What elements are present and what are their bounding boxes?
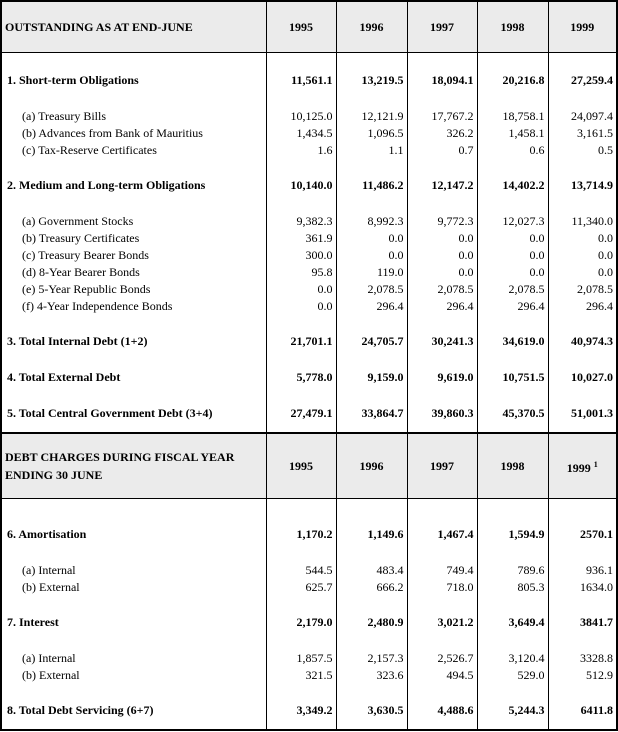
empty-cell [477, 314, 548, 332]
value-cell: 2,480.9 [336, 613, 407, 631]
total-row [1, 525, 617, 543]
value-cell: 323.6 [336, 666, 407, 683]
spacer-row [1, 53, 617, 72]
row-label: 3. Total Internal Debt (1+2) [1, 332, 266, 350]
empty-cell [477, 543, 548, 561]
value-cell: 18,094.1 [407, 71, 477, 89]
value-cell: 9,619.0 [407, 368, 477, 386]
value-cell: 1,170.2 [266, 525, 336, 543]
value-cell: 14,402.2 [477, 176, 548, 194]
detail-row [1, 212, 617, 229]
value-cell: 300.0 [266, 246, 336, 263]
total-row [1, 404, 617, 422]
empty-cell [266, 89, 336, 107]
empty-cell [548, 89, 617, 107]
value-cell: 13,219.5 [336, 71, 407, 89]
value-cell: 3,120.4 [477, 649, 548, 666]
value-cell: 361.9 [266, 229, 336, 246]
empty-cell [548, 386, 617, 404]
empty-cell [407, 683, 477, 701]
empty-cell [477, 194, 548, 212]
value-cell: 95.8 [266, 263, 336, 280]
empty-cell [266, 683, 336, 701]
year-label: 1995 [289, 20, 313, 34]
empty-cell [336, 595, 407, 613]
value-cell: 11,340.0 [548, 212, 617, 229]
value-cell: 20,216.8 [477, 71, 548, 89]
empty-cell [266, 422, 336, 433]
row-label: (e) 5-Year Republic Bonds [1, 280, 266, 297]
empty-cell [336, 422, 407, 433]
empty-cell [548, 194, 617, 212]
empty-cell [266, 194, 336, 212]
empty-cell [548, 719, 617, 730]
empty-cell [1, 194, 266, 212]
empty-cell [336, 631, 407, 649]
empty-cell [477, 158, 548, 176]
value-cell: 12,147.2 [407, 176, 477, 194]
value-cell: 24,705.7 [336, 332, 407, 350]
value-cell: 6411.8 [548, 701, 617, 719]
empty-cell [548, 53, 617, 72]
value-cell: 3,649.4 [477, 613, 548, 631]
value-cell: 2,078.5 [407, 280, 477, 297]
empty-cell [1, 719, 266, 730]
row-label: (b) Treasury Certificates [1, 229, 266, 246]
value-cell: 5,778.0 [266, 368, 336, 386]
empty-cell [477, 719, 548, 730]
detail-row [1, 561, 617, 578]
empty-cell [336, 314, 407, 332]
value-cell: 11,561.1 [266, 71, 336, 89]
value-cell: 296.4 [336, 297, 407, 314]
value-cell: 9,382.3 [266, 212, 336, 229]
empty-cell [1, 683, 266, 701]
spacer-row [1, 158, 617, 176]
empty-cell [1, 499, 266, 526]
value-cell: 0.7 [407, 141, 477, 158]
empty-cell [336, 683, 407, 701]
row-label: 1. Short-term Obligations [1, 71, 266, 89]
charges-year-header [407, 433, 477, 499]
empty-cell [407, 499, 477, 526]
empty-cell [548, 543, 617, 561]
value-cell: 10,140.0 [266, 176, 336, 194]
outstanding-year-header [336, 1, 407, 53]
value-cell: 0.0 [407, 246, 477, 263]
value-cell: 1634.0 [548, 578, 617, 595]
total-row [1, 613, 617, 631]
spacer-row [1, 543, 617, 561]
value-cell: 17,767.2 [407, 107, 477, 124]
value-cell: 119.0 [336, 263, 407, 280]
row-label: (c) Treasury Bearer Bonds [1, 246, 266, 263]
empty-cell [407, 595, 477, 613]
value-cell: 0.0 [266, 280, 336, 297]
spacer-row [1, 386, 617, 404]
empty-cell [336, 350, 407, 368]
spacer-row [1, 314, 617, 332]
value-cell: 0.0 [336, 246, 407, 263]
value-cell: 13,714.9 [548, 176, 617, 194]
value-cell: 40,974.3 [548, 332, 617, 350]
empty-cell [407, 350, 477, 368]
empty-cell [1, 314, 266, 332]
value-cell: 296.4 [477, 297, 548, 314]
value-cell: 0.6 [477, 141, 548, 158]
empty-cell [266, 350, 336, 368]
empty-cell [336, 194, 407, 212]
row-label: (a) Internal [1, 649, 266, 666]
row-label: (b) External [1, 666, 266, 683]
value-cell: 10,125.0 [266, 107, 336, 124]
value-cell: 2570.1 [548, 525, 617, 543]
value-cell: 4,488.6 [407, 701, 477, 719]
row-label: 7. Interest [1, 613, 266, 631]
value-cell: 326.2 [407, 124, 477, 141]
value-cell: 0.0 [548, 229, 617, 246]
empty-cell [266, 543, 336, 561]
value-cell: 51,001.3 [548, 404, 617, 422]
empty-cell [477, 683, 548, 701]
empty-cell [336, 53, 407, 72]
value-cell: 2,179.0 [266, 613, 336, 631]
spacer-row [1, 595, 617, 613]
spacer-row [1, 350, 617, 368]
value-cell: 483.4 [336, 561, 407, 578]
empty-cell [407, 158, 477, 176]
row-label: 2. Medium and Long-term Obligations [1, 176, 266, 194]
row-label: (c) Tax-Reserve Certificates [1, 141, 266, 158]
empty-cell [407, 314, 477, 332]
empty-cell [407, 194, 477, 212]
empty-cell [266, 631, 336, 649]
year-label: 1996 [359, 20, 384, 34]
row-label: (d) 8-Year Bearer Bonds [1, 263, 266, 280]
value-cell: 39,860.3 [407, 404, 477, 422]
empty-cell [477, 386, 548, 404]
empty-cell [548, 595, 617, 613]
value-cell: 296.4 [548, 297, 617, 314]
empty-cell [407, 631, 477, 649]
charges-year-header [477, 433, 548, 499]
row-label: 8. Total Debt Servicing (6+7) [1, 701, 266, 719]
empty-cell [548, 314, 617, 332]
row-label: (a) Treasury Bills [1, 107, 266, 124]
value-cell: 0.0 [548, 246, 617, 263]
value-cell: 27,479.1 [266, 404, 336, 422]
empty-cell [1, 386, 266, 404]
value-cell: 3328.8 [548, 649, 617, 666]
value-cell: 3,630.5 [336, 701, 407, 719]
empty-cell [548, 158, 617, 176]
value-cell: 666.2 [336, 578, 407, 595]
detail-row [1, 263, 617, 280]
value-cell: 625.7 [266, 578, 336, 595]
value-cell: 936.1 [548, 561, 617, 578]
row-label: (b) External [1, 578, 266, 595]
value-cell: 0.0 [336, 229, 407, 246]
value-cell: 529.0 [477, 666, 548, 683]
value-cell: 512.9 [548, 666, 617, 683]
total-row [1, 176, 617, 194]
spacer-row [1, 683, 617, 701]
charges-year-header [336, 433, 407, 499]
row-label: (f) 4-Year Independence Bonds [1, 297, 266, 314]
year-label: 1997 [430, 20, 454, 34]
detail-row [1, 124, 617, 141]
value-cell: 10,027.0 [548, 368, 617, 386]
charges-year-header [548, 433, 617, 499]
value-cell: 33,864.7 [336, 404, 407, 422]
value-cell: 718.0 [407, 578, 477, 595]
value-cell: 1.6 [266, 141, 336, 158]
empty-cell [548, 683, 617, 701]
year-label: 1995 [289, 459, 313, 473]
value-cell: 1,149.6 [336, 525, 407, 543]
value-cell: 0.5 [548, 141, 617, 158]
value-cell: 494.5 [407, 666, 477, 683]
value-cell: 296.4 [407, 297, 477, 314]
empty-cell [477, 595, 548, 613]
charges-year-header [266, 433, 336, 499]
value-cell: 1,594.9 [477, 525, 548, 543]
detail-row [1, 246, 617, 263]
empty-cell [477, 53, 548, 72]
empty-cell [477, 499, 548, 526]
empty-cell [1, 53, 266, 72]
empty-cell [407, 53, 477, 72]
value-cell: 0.0 [266, 297, 336, 314]
detail-row [1, 666, 617, 683]
year-label: 1998 [500, 459, 525, 473]
detail-row [1, 141, 617, 158]
empty-cell [266, 158, 336, 176]
empty-cell [477, 89, 548, 107]
empty-cell [336, 499, 407, 526]
value-cell: 3,021.2 [407, 613, 477, 631]
empty-cell [336, 386, 407, 404]
empty-cell [407, 422, 477, 433]
spacer-row [1, 422, 617, 433]
empty-cell [477, 631, 548, 649]
empty-cell [407, 719, 477, 730]
empty-cell [266, 53, 336, 72]
value-cell: 789.6 [477, 561, 548, 578]
year-label: 1996 [359, 459, 384, 473]
value-cell: 2,157.3 [336, 649, 407, 666]
empty-cell [266, 314, 336, 332]
value-cell: 1,434.5 [266, 124, 336, 141]
empty-cell [1, 631, 266, 649]
row-label: (b) Advances from Bank of Mauritius [1, 124, 266, 141]
empty-cell [477, 422, 548, 433]
empty-cell [1, 89, 266, 107]
detail-row [1, 280, 617, 297]
empty-cell [266, 719, 336, 730]
outstanding-year-header [266, 1, 336, 53]
value-cell: 1,857.5 [266, 649, 336, 666]
outstanding-header-label: OUTSTANDING AS AT END-JUNE [1, 1, 266, 53]
empty-cell [336, 89, 407, 107]
empty-cell [336, 158, 407, 176]
empty-cell [548, 350, 617, 368]
empty-cell [1, 422, 266, 433]
empty-cell [266, 386, 336, 404]
row-label: 6. Amortisation [1, 525, 266, 543]
value-cell: 749.4 [407, 561, 477, 578]
empty-cell [1, 595, 266, 613]
detail-row [1, 649, 617, 666]
charges-header-row [1, 433, 617, 499]
empty-cell [548, 422, 617, 433]
value-cell: 9,772.3 [407, 212, 477, 229]
value-cell: 2,526.7 [407, 649, 477, 666]
outstanding-year-header [477, 1, 548, 53]
empty-cell [407, 386, 477, 404]
value-cell: 27,259.4 [548, 71, 617, 89]
empty-cell [266, 595, 336, 613]
value-cell: 45,370.5 [477, 404, 548, 422]
outstanding-year-header [407, 1, 477, 53]
value-cell: 21,701.1 [266, 332, 336, 350]
value-cell: 3,349.2 [266, 701, 336, 719]
value-cell: 2,078.5 [548, 280, 617, 297]
spacer-row [1, 499, 617, 526]
empty-cell [1, 158, 266, 176]
row-label: 5. Total Central Government Debt (3+4) [1, 404, 266, 422]
value-cell: 1.1 [336, 141, 407, 158]
total-row [1, 701, 617, 719]
value-cell: 12,027.3 [477, 212, 548, 229]
outstanding-header-row [1, 1, 617, 53]
empty-cell [1, 543, 266, 561]
empty-cell [548, 499, 617, 526]
value-cell: 0.0 [477, 229, 548, 246]
year-label: 1998 [500, 20, 525, 34]
empty-cell [548, 631, 617, 649]
value-cell: 18,758.1 [477, 107, 548, 124]
value-cell: 8,992.3 [336, 212, 407, 229]
value-cell: 805.3 [477, 578, 548, 595]
spacer-row [1, 194, 617, 212]
spacer-row [1, 89, 617, 107]
year-label: 1997 [430, 459, 454, 473]
charges-header-label: DEBT CHARGES DURING FISCAL YEAR ENDING 30 JUNE [1, 433, 266, 499]
value-cell: 9,159.0 [336, 368, 407, 386]
spacer-row [1, 719, 617, 730]
value-cell: 5,244.3 [477, 701, 548, 719]
value-cell: 321.5 [266, 666, 336, 683]
value-cell: 10,751.5 [477, 368, 548, 386]
value-cell: 0.0 [477, 263, 548, 280]
footnote-mark: 1 [593, 459, 598, 469]
value-cell: 1,467.4 [407, 525, 477, 543]
year-label: 1999 [570, 20, 595, 34]
value-cell: 3,161.5 [548, 124, 617, 141]
total-row [1, 368, 617, 386]
empty-cell [266, 499, 336, 526]
empty-cell [1, 350, 266, 368]
detail-row [1, 578, 617, 595]
value-cell: 544.5 [266, 561, 336, 578]
value-cell: 0.0 [407, 229, 477, 246]
value-cell: 2,078.5 [477, 280, 548, 297]
empty-cell [407, 89, 477, 107]
empty-cell [336, 719, 407, 730]
total-row [1, 332, 617, 350]
detail-row [1, 297, 617, 314]
value-cell: 1,096.5 [336, 124, 407, 141]
year-label: 1999 [566, 460, 591, 475]
value-cell: 0.0 [477, 246, 548, 263]
value-cell: 2,078.5 [336, 280, 407, 297]
value-cell: 30,241.3 [407, 332, 477, 350]
row-label: (a) Internal [1, 561, 266, 578]
detail-row [1, 107, 617, 124]
value-cell: 11,486.2 [336, 176, 407, 194]
outstanding-year-header [548, 1, 617, 53]
value-cell: 34,619.0 [477, 332, 548, 350]
empty-cell [477, 350, 548, 368]
value-cell: 0.0 [548, 263, 617, 280]
detail-row [1, 229, 617, 246]
row-label: (a) Government Stocks [1, 212, 266, 229]
value-cell: 3841.7 [548, 613, 617, 631]
value-cell: 12,121.9 [336, 107, 407, 124]
spacer-row [1, 631, 617, 649]
row-label: 4. Total External Debt [1, 368, 266, 386]
total-row [1, 71, 617, 89]
empty-cell [336, 543, 407, 561]
empty-cell [407, 543, 477, 561]
value-cell: 1,458.1 [477, 124, 548, 141]
value-cell: 24,097.4 [548, 107, 617, 124]
value-cell: 0.0 [407, 263, 477, 280]
